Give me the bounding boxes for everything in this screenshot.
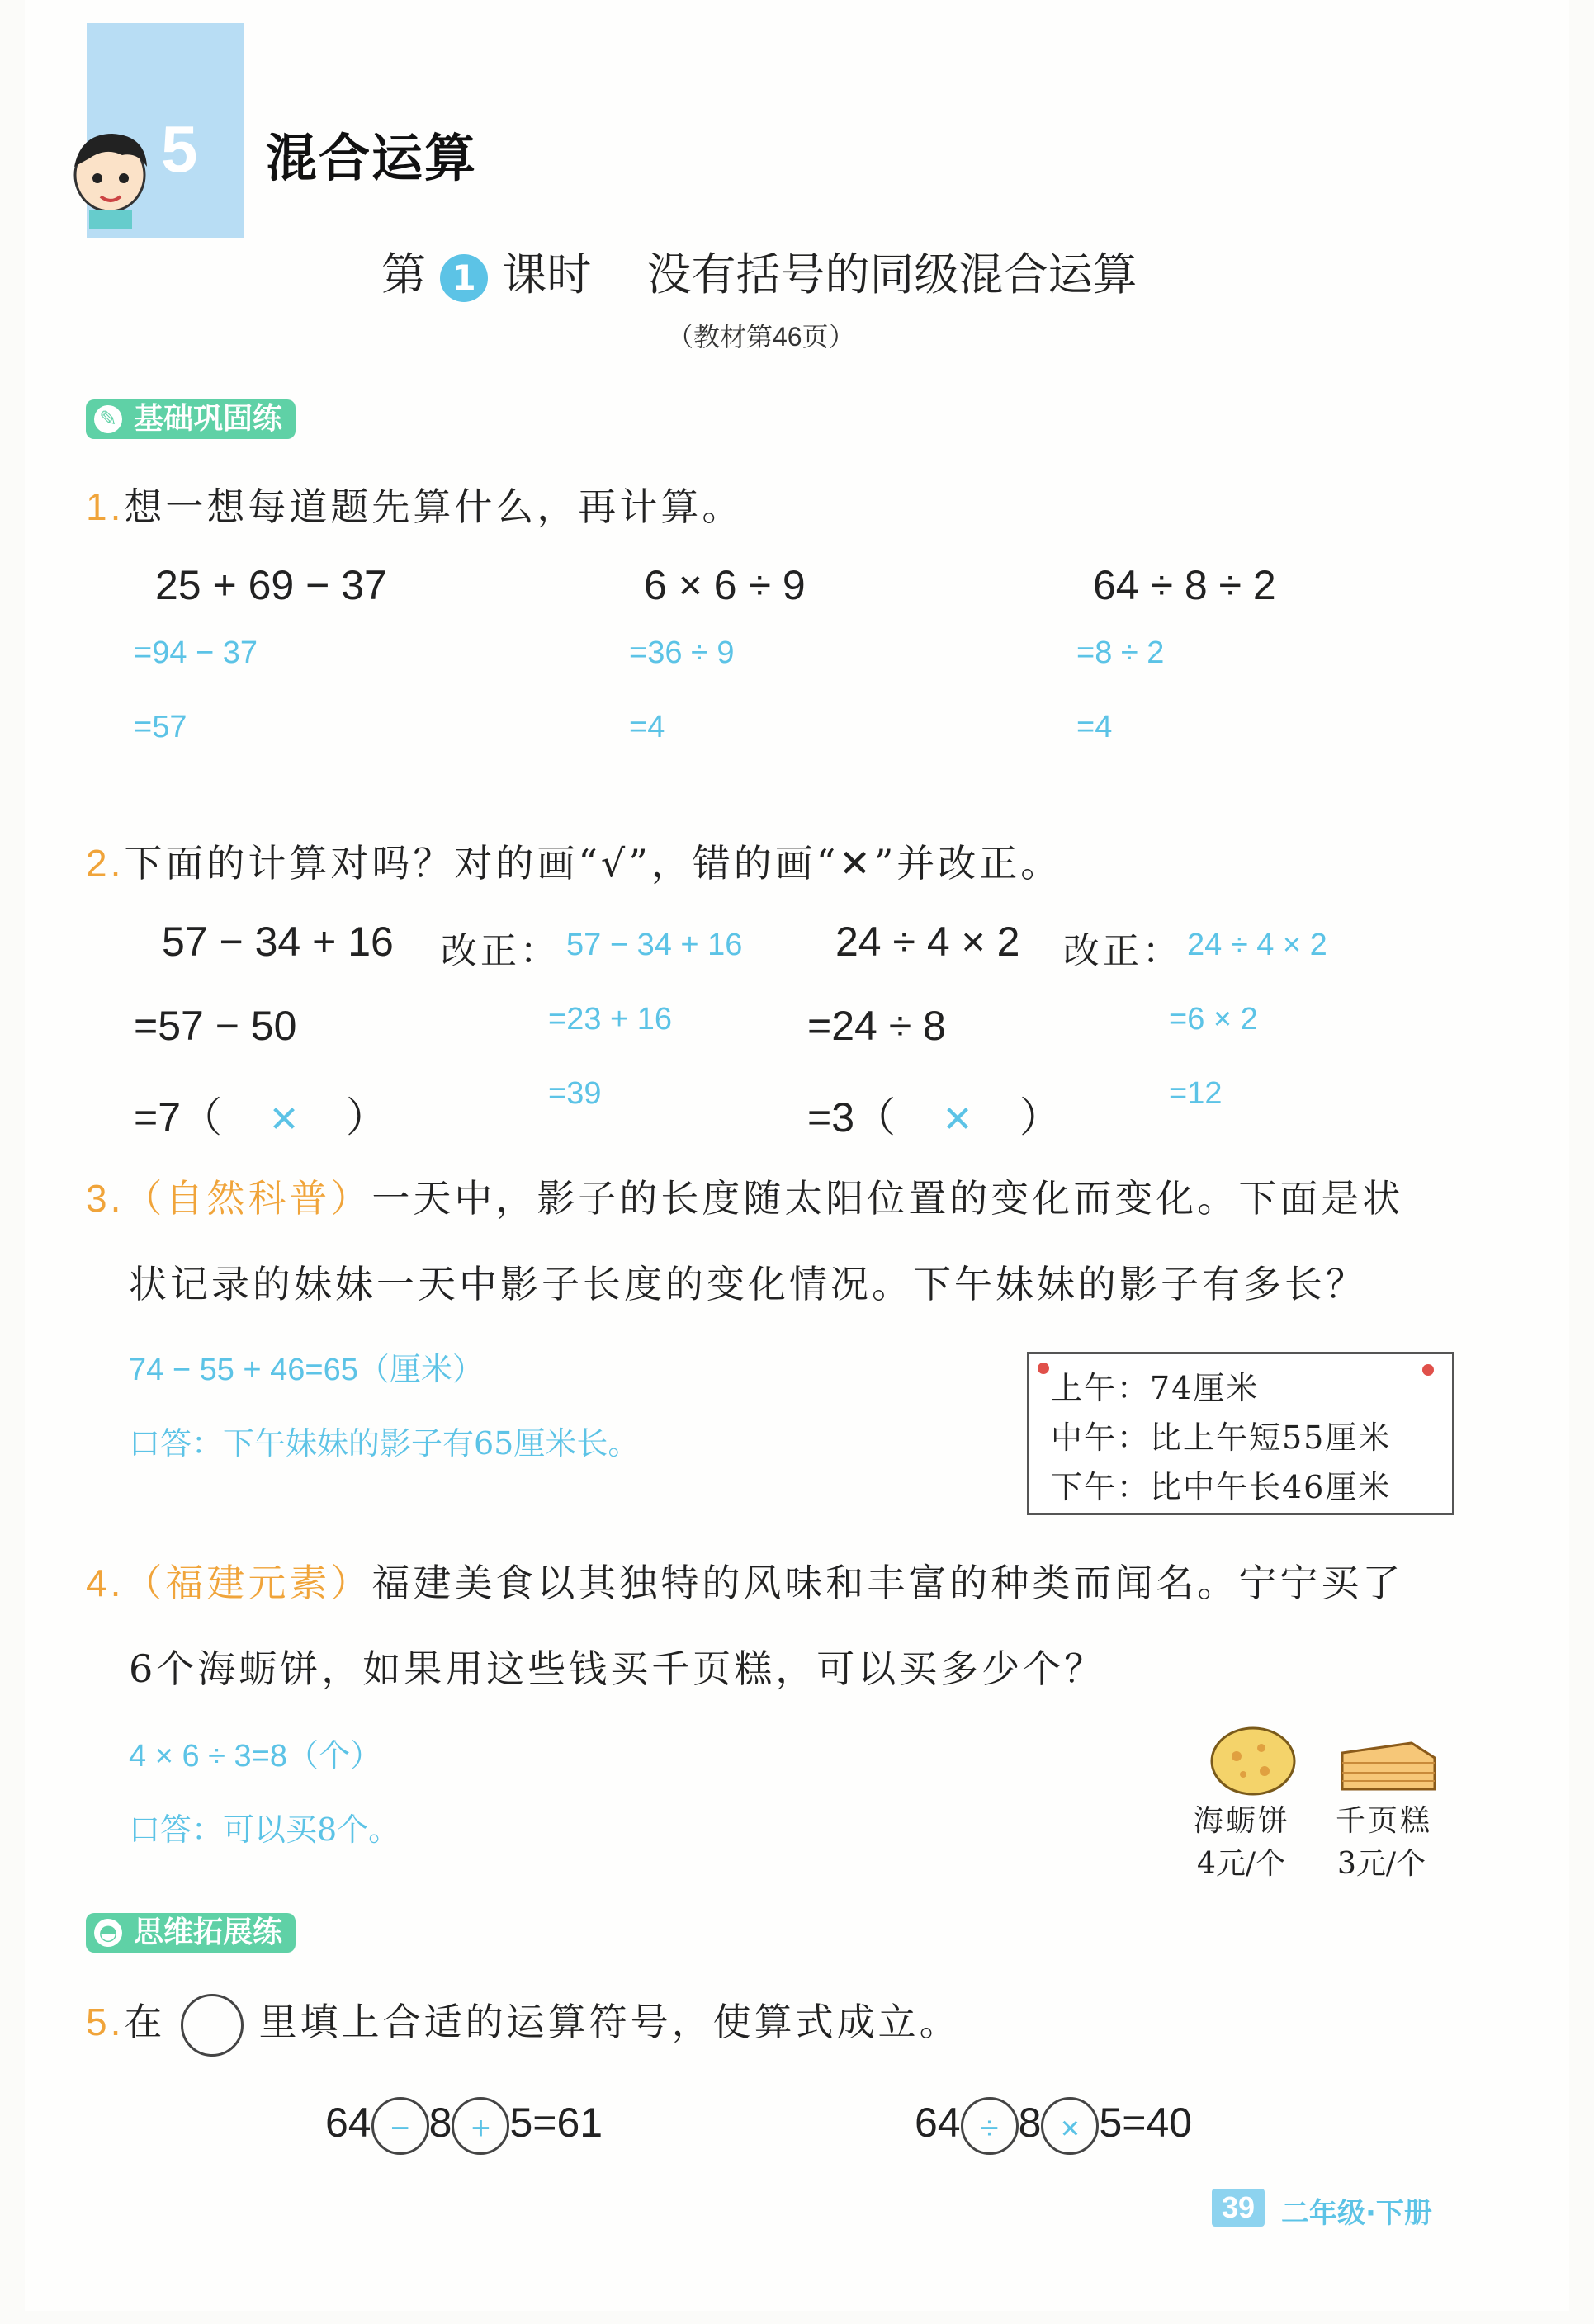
- food-name-oyster: 海蛎饼: [1194, 1804, 1291, 1838]
- food-price-cake: 3元/个: [1337, 1847, 1426, 1881]
- note-morning: 上午：74厘米: [1051, 1370, 1260, 1406]
- q5-eq1-b: 8: [428, 2100, 452, 2146]
- question-4-tag: （福建元素）: [124, 1561, 372, 1605]
- brain-icon: ◓: [94, 1919, 122, 1947]
- q5-eq2-op2: ×: [1041, 2097, 1099, 2155]
- lesson-number-badge: 1: [440, 254, 488, 302]
- q2a-expression: 57 − 34 + 16: [162, 919, 394, 965]
- q2b-fix-1: 24 ÷ 4 × 2: [1187, 928, 1327, 962]
- textbook-reference: （教材第46页）: [667, 322, 855, 352]
- q5-eq2-b: 8: [1018, 2100, 1042, 2146]
- food-price-oyster: 4元/个: [1197, 1847, 1286, 1881]
- lesson-name: 没有括号的同级混合运算: [646, 248, 1138, 300]
- q1-step2-3: =4: [1076, 710, 1113, 744]
- question-4-text-1: 福建美食以其独特的风味和丰富的种类而闻名。宁宁买了: [371, 1561, 1404, 1605]
- pin-icon: [1422, 1364, 1434, 1376]
- question-5-text-a: 在: [124, 2000, 166, 2044]
- q2a-fix-2: =23 + 16: [548, 1002, 673, 1037]
- q5-eq1-op2: +: [452, 2097, 509, 2155]
- oyster-cake-icon: [1207, 1723, 1299, 1797]
- q1-step1-3: =8 ÷ 2: [1076, 635, 1165, 670]
- question-5-number: 5.: [86, 2000, 125, 2043]
- q1-step1-1: =94 − 37: [134, 635, 258, 670]
- q2a-fix-1: 57 − 34 + 16: [566, 928, 743, 962]
- q2a-close: ）: [346, 1094, 388, 1141]
- q5-equation-2: [915, 2091, 1192, 2155]
- q1-step1-2: =36 ÷ 9: [629, 635, 735, 670]
- section-basic-label: 基础巩固练: [134, 402, 283, 436]
- q2b-line-2: =24 ÷ 8: [807, 1003, 946, 1049]
- shadow-note-card: [1027, 1352, 1454, 1515]
- boy-mascot-icon: [64, 124, 155, 231]
- question-2: [86, 834, 1062, 888]
- q5-equation-1: [325, 2091, 603, 2155]
- q5-eq2-c: 5=40: [1099, 2100, 1193, 2146]
- q1-step2-2: =4: [629, 710, 665, 744]
- q2b-line-3-text: =3（: [807, 1094, 896, 1141]
- q2a-fix-3: =39: [548, 1076, 602, 1111]
- note-afternoon: 下午：比中午长46厘米: [1051, 1469, 1392, 1505]
- question-3: [86, 1169, 1403, 1223]
- q3-answer-calc: 74 − 55 + 46=65（厘米）: [129, 1353, 484, 1387]
- section-extend-label: 思维拓展练: [134, 1915, 283, 1949]
- question-3-text-1: 一天中，影子的长度随太阳位置的变化而变化。下面是状: [371, 1176, 1404, 1221]
- q2a-correct-label: 改正：: [441, 930, 560, 972]
- q5-eq1-op1: −: [371, 2097, 429, 2155]
- chapter-number: 5: [161, 112, 198, 186]
- empty-circle-icon: [181, 1994, 244, 2057]
- q1-step2-1: =57: [134, 710, 187, 744]
- question-2-text: 下面的计算对吗？对的画“√”，错的画“✕”并改正。: [124, 841, 1062, 886]
- q1-expression-2: 6 × 6 ÷ 9: [644, 562, 806, 608]
- question-3-text-2: 状记录的妹妹一天中影子长度的变化情况。下午妹妹的影子有多长？: [129, 1262, 1367, 1306]
- q1-expression-1: 25 + 69 − 37: [155, 562, 387, 608]
- question-5: [86, 1992, 961, 2057]
- grade-label: 二年级·下册: [1281, 2197, 1432, 2230]
- q4-answer-calc: 4 × 6 ÷ 3=8（个）: [129, 1739, 382, 1774]
- q5-eq1-c: 5=61: [509, 2100, 603, 2146]
- question-1-text: 想一想每道题先算什么，再计算。: [124, 484, 744, 529]
- food-name-cake: 千页糕: [1336, 1804, 1433, 1838]
- question-4: [86, 1553, 1403, 1608]
- question-2-number: 2.: [86, 842, 125, 885]
- pencil-icon: ✎: [94, 405, 122, 433]
- question-1: [86, 477, 743, 531]
- q5-eq2-a: 64: [915, 2100, 961, 2146]
- lesson-prefix: 第: [381, 248, 426, 300]
- question-4-number: 4.: [86, 1561, 125, 1604]
- q2b-fix-3: =12: [1169, 1076, 1223, 1111]
- question-1-number: 1.: [86, 485, 125, 528]
- lesson-suffix: 课时: [502, 248, 592, 300]
- question-3-tag: （自然科普）: [124, 1176, 372, 1221]
- q2a-line-3-text: =7（: [134, 1094, 223, 1141]
- pin-icon: [1038, 1363, 1049, 1374]
- q4-answer-text: 口答：可以买8个。: [129, 1811, 400, 1848]
- q2b-correct-label: 改正：: [1063, 930, 1182, 972]
- q5-eq2-op1: ÷: [961, 2097, 1019, 2155]
- q2a-mark: ✕: [268, 1099, 300, 1140]
- q5-eq1-a: 64: [325, 2100, 371, 2146]
- q2b-mark: ✕: [942, 1099, 973, 1140]
- note-noon: 中午：比上午短55厘米: [1051, 1419, 1392, 1456]
- q2b-line-3: [807, 1084, 1061, 1144]
- page-number: 39: [1212, 2189, 1265, 2227]
- q2b-close: ）: [1019, 1094, 1062, 1141]
- lesson-title: [381, 239, 1138, 303]
- section-badge-extend: [86, 1913, 296, 1953]
- q2a-line-3: [134, 1084, 387, 1144]
- q3-answer-text: 口答：下午妹妹的影子有65厘米长。: [129, 1425, 640, 1462]
- q1-expression-3: 64 ÷ 8 ÷ 2: [1093, 562, 1276, 608]
- q2a-line-2: =57 − 50: [134, 1003, 297, 1049]
- q2b-expression: 24 ÷ 4 × 2: [835, 919, 1020, 965]
- question-3-number: 3.: [86, 1177, 125, 1220]
- section-badge-basic: [86, 399, 296, 439]
- question-4-text-2: 6个海蛎饼，如果用这些钱买千页糕，可以买多少个？: [129, 1646, 1106, 1691]
- question-5-text-b: 里填上合适的运算符号，使算式成立。: [258, 2000, 961, 2044]
- chapter-title: 混合运算: [266, 128, 478, 188]
- layer-cake-icon: [1337, 1736, 1440, 1796]
- q2b-fix-2: =6 × 2: [1169, 1002, 1258, 1037]
